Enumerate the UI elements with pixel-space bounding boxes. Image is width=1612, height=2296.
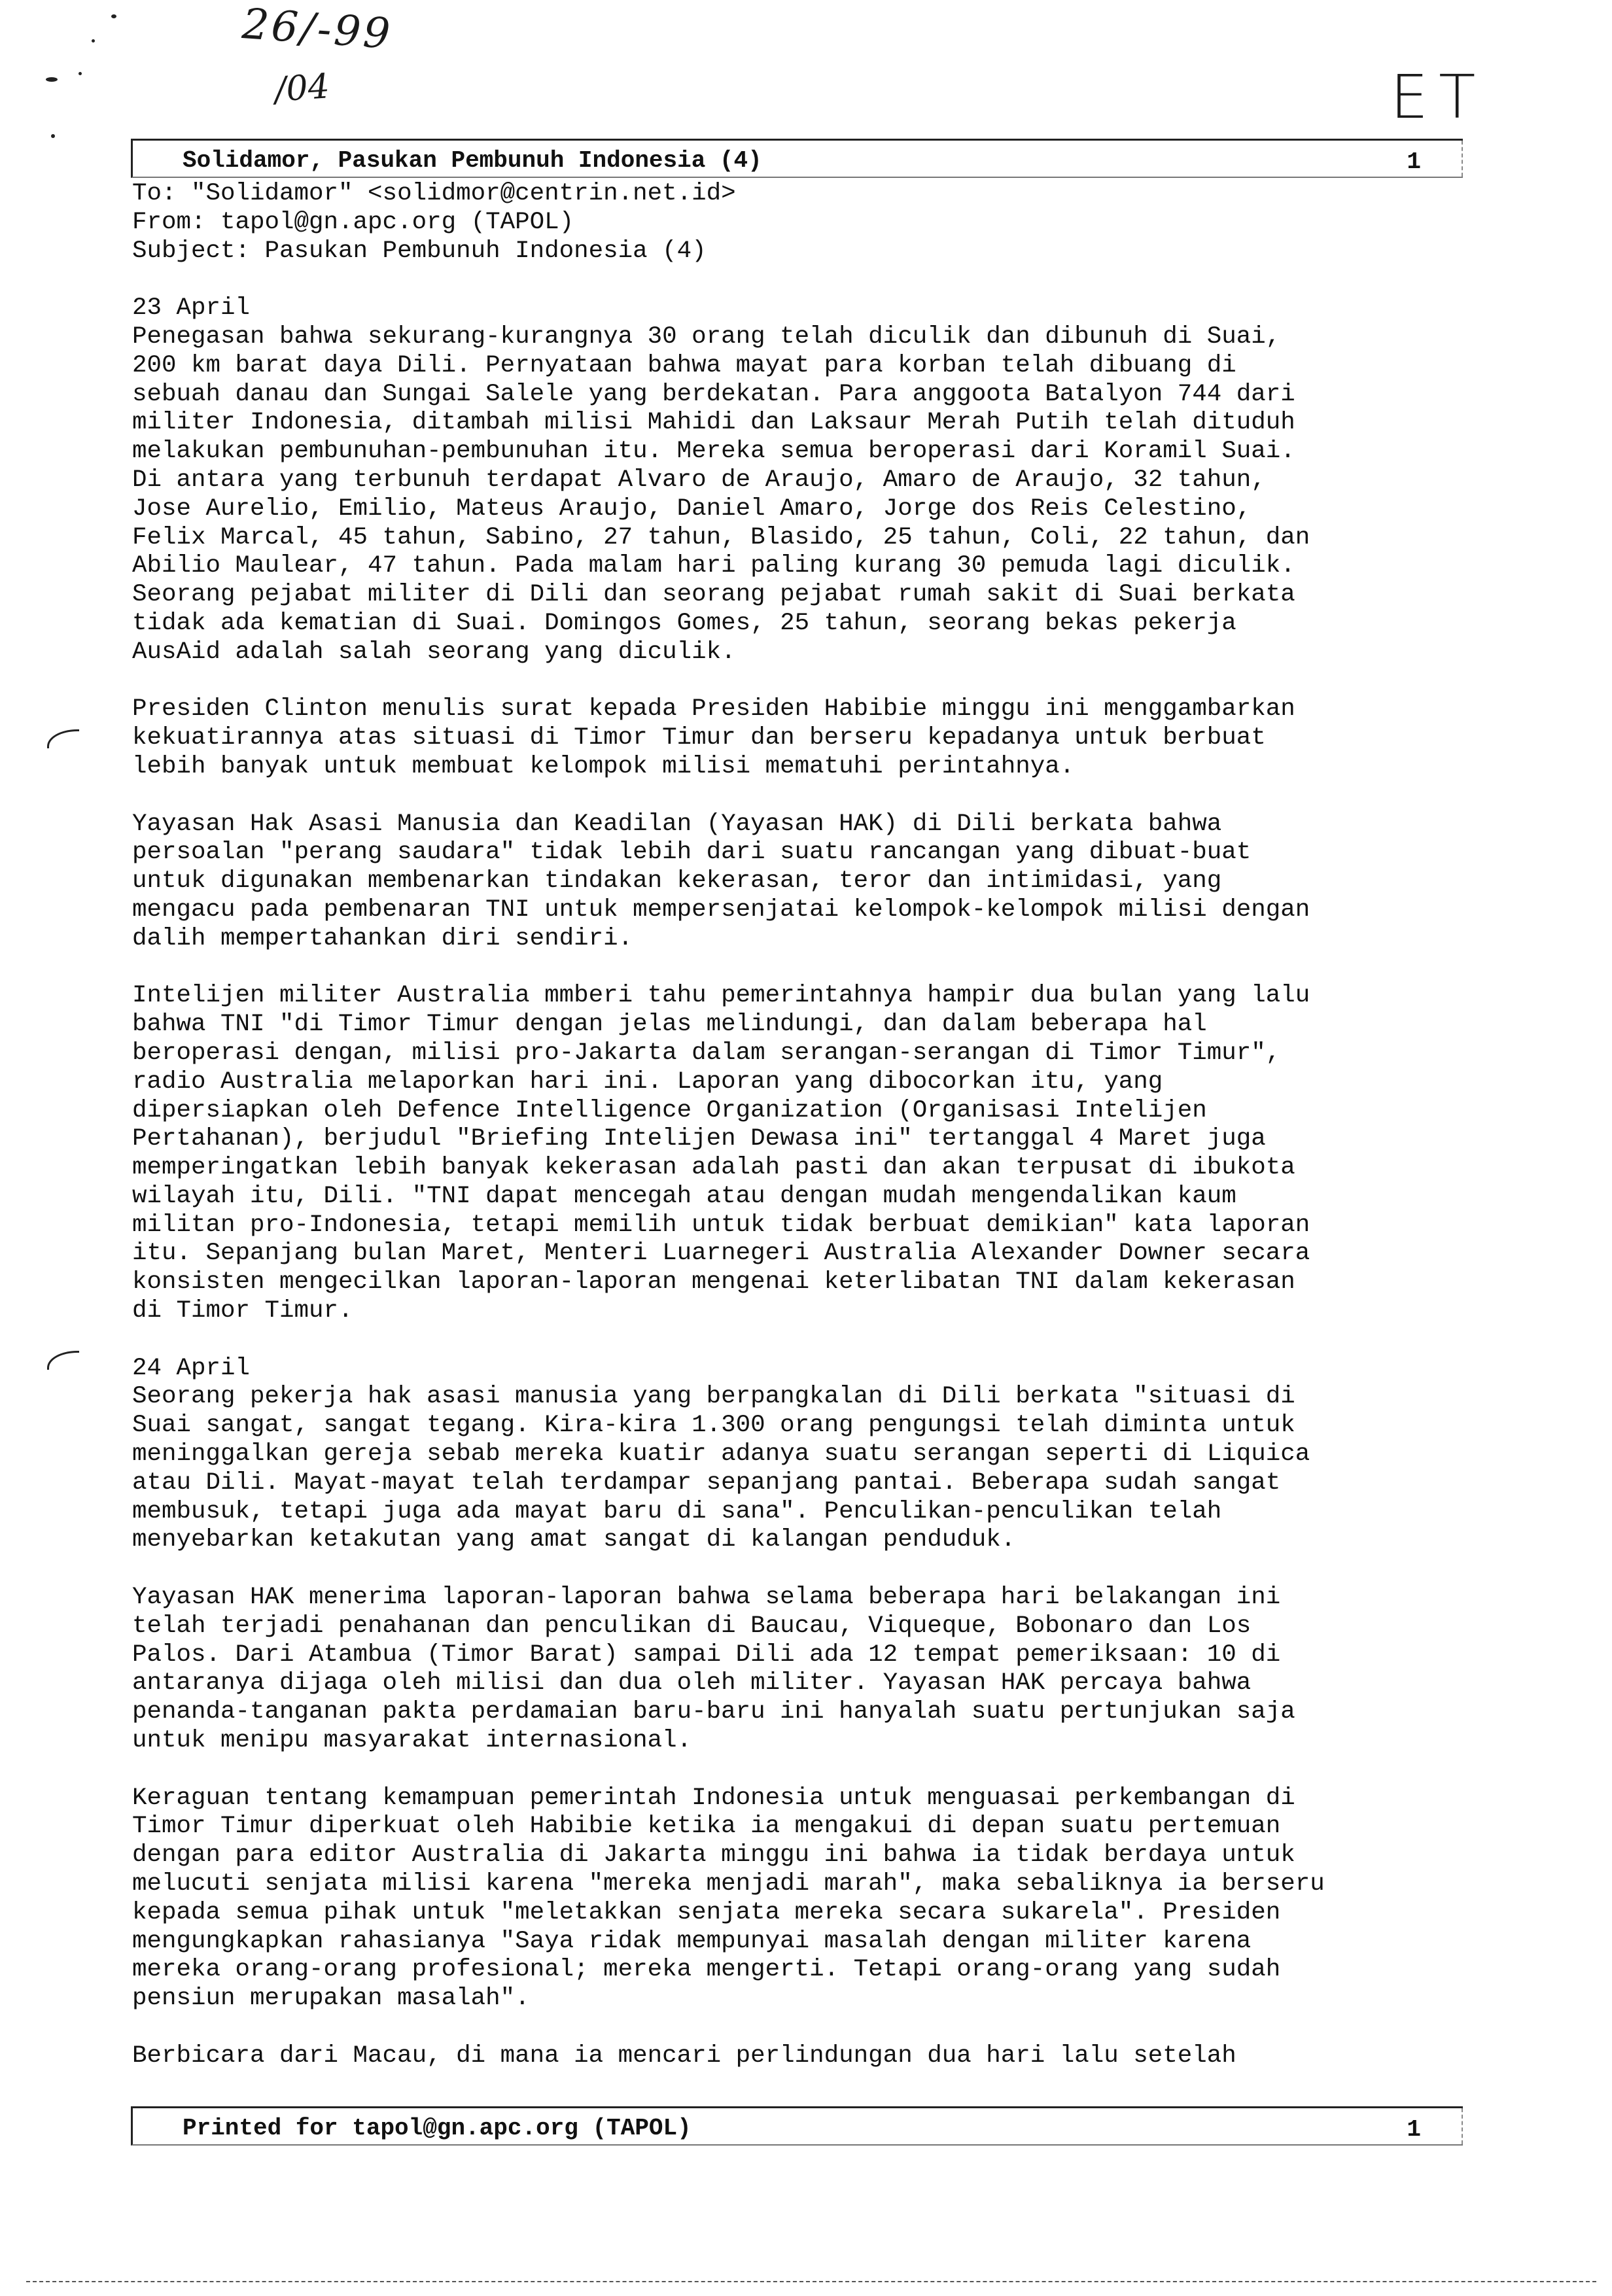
text-line: untuk menipu masyarakat internasional. <box>132 1727 692 1755</box>
text-line: itu. Sepanjang bulan Maret, Menteri Luarnegeri Australia Alexander Downer secara <box>132 1240 1310 1268</box>
text-line: lebih banyak untuk membuat kelompok milisi mematuhi perintahnya. <box>132 752 1075 780</box>
text-line: telah terjadi penahanan dan penculikan di Baucau, Viqueque, Bobonaro dan Los <box>132 1612 1252 1640</box>
text-line <box>132 667 1467 696</box>
text-line: radio Australia melaporkan hari ini. Laporan yang dibocorkan itu, yang <box>132 1068 1163 1096</box>
text-line: membusuk, tetapi juga ada mayat baru di sana". Penculikan-penculikan telah <box>132 1497 1222 1525</box>
text-line: 24 April <box>132 1354 251 1382</box>
text-line: wilayah itu, Dili. "TNI dapat mencegah atau dengan mudah mengendalikan kaum <box>132 1182 1236 1210</box>
text-line: Berbicara dari Macau, di mana ia mencari perlindungan dua hari lalu setelah <box>132 2042 1236 2070</box>
handwritten-initials: ET <box>1390 62 1486 132</box>
text-line: mengungkapkan rahasianya "Saya ridak mempunyai masalah dengan militer karena <box>132 1927 1252 1955</box>
text-line <box>132 954 1467 983</box>
text-line: beroperasi dengan, milisi pro-Jakarta dalam serangan-serangan di Timor Timur", <box>132 1039 1281 1067</box>
page-footer <box>131 2106 1463 2146</box>
text-line: Jose Aurelio, Emilio, Mateus Araujo, Daniel Amaro, Jorge dos Reis Celestino, <box>132 495 1252 523</box>
text-line: atau Dili. Mayat-mayat telah terdampar sepanjang pantai. Beberapa sudah sangat <box>132 1469 1281 1497</box>
text-line: Yayasan Hak Asasi Manusia dan Keadilan (Yayasan HAK) di Dili berkata bahwa <box>132 810 1222 838</box>
text-line: bahwa TNI "di Timor Timur dengan jelas melindungi, dan dalam beberapa hal <box>132 1011 1207 1039</box>
speck-mark <box>79 72 82 75</box>
margin-tick-mark <box>47 1351 79 1370</box>
text-line: 200 km barat daya Dili. Pernyataan bahwa mayat para korban telah dibuang di <box>132 351 1236 379</box>
bottom-edge-rule <box>26 2281 1596 2282</box>
text-line: untuk digunakan membenarkan tindakan kekerasan, teror dan intimidasi, yang <box>132 867 1222 896</box>
footer-text: Printed for tapol@gn.apc.org (TAPOL) <box>183 2115 692 2142</box>
text-line <box>132 2013 1467 2042</box>
text-line: dipersiapkan oleh Defence Intelligence Organization (Organisasi Intelijen <box>132 1096 1207 1124</box>
footer-page-number: 1 <box>1407 2116 1421 2143</box>
text-line: penanda-tanganan pakta perdamaian baru-baru ini hanyalah suatu pertunjukan saja <box>132 1698 1295 1726</box>
speck-mark <box>46 77 58 82</box>
text-line: melakukan pembunuhan-pembunuhan itu. Mereka semua beroperasi dari Koramil Suai. <box>132 438 1295 466</box>
text-line: Intelijen militer Australia mmberi tahu pemerintahnya hampir dua bulan yang lalu <box>132 982 1310 1010</box>
text-line: Keraguan tentang kemampuan pemerintah Indonesia untuk menguasai perkembangan di <box>132 1784 1295 1812</box>
page-header <box>131 139 1463 178</box>
text-line: tidak ada kematian di Suai. Domingos Gomes, 25 tahun, seorang bekas pekerja <box>132 609 1236 637</box>
text-line: To: "Solidamor" <solidmor@centrin.net.id> <box>132 180 736 207</box>
text-line: Yayasan HAK menerima laporan-laporan bahwa selama beberapa hari belakangan ini <box>132 1584 1281 1612</box>
text-line: antaranya dijaga oleh milisi dan dua oleh militer. Yayasan HAK percaya bahwa <box>132 1669 1252 1697</box>
header-page-number: 1 <box>1407 148 1421 175</box>
text-line <box>132 782 1467 810</box>
text-line: menyebarkan ketakutan yang amat sangat di kalangan penduduk. <box>132 1526 1016 1554</box>
text-line: di Timor Timur. <box>132 1297 353 1325</box>
document-body <box>132 180 1467 2071</box>
text-line: dengan para editor Australia di Jakarta minggu ini bahwa ia tidak berdaya untuk <box>132 1841 1295 1870</box>
text-line: dalih mempertahankan diri sendiri. <box>132 924 633 952</box>
text-line <box>132 1555 1467 1584</box>
text-line: 23 April <box>132 294 251 322</box>
text-line: Seorang pejabat militer di Dili dan seorang pejabat rumah sakit di Suai berkata <box>132 581 1295 609</box>
text-line: mengacu pada pembenaran TNI untuk mempersenjatai kelompok-kelompok milisi dengan <box>132 896 1310 924</box>
text-line: Pertahanan), berjudul "Briefing Intelijen Dewasa ini" tertanggal 4 Maret juga <box>132 1125 1266 1153</box>
text-line: Di antara yang terbunuh terdapat Alvaro de Araujo, Amaro de Araujo, 32 tahun, <box>132 466 1266 494</box>
text-line <box>132 1326 1467 1355</box>
header-frame-edge <box>1462 141 1463 177</box>
header-title: Solidamor, Pasukan Pembunuh Indonesia (4) <box>183 147 762 174</box>
text-line: AusAid adalah salah seorang yang diculik. <box>132 638 736 666</box>
text-line: militan pro-Indonesia, tetapi memilih untuk tidak berbuat demikian" kata laporan <box>132 1211 1310 1239</box>
text-line: Presiden Clinton menulis surat kepada Presiden Habibie minggu ini menggambarkan <box>132 695 1295 723</box>
speck-mark <box>51 134 55 138</box>
text-line: kepada semua pihak untuk "meletakkan senjata mereka secara sukarela". Presiden <box>132 1898 1281 1926</box>
text-line: Abilio Maulear, 47 tahun. Pada malam hari paling kurang 30 pemuda lagi diculik. <box>132 552 1295 580</box>
text-line: melucuti senjata milisi karena "mereka menjadi marah", maka sebaliknya ia berseru <box>132 1870 1325 1898</box>
text-line: From: tapol@gn.apc.org (TAPOL) <box>132 208 574 236</box>
text-line: Penegasan bahwa sekurang-kurangnya 30 orang telah diculik dan dibunuh di Suai, <box>132 322 1281 351</box>
text-line: sebuah danau dan Sungai Salele yang berdekatan. Para anggoota Batalyon 744 dari <box>132 380 1295 408</box>
footer-frame-edge <box>1462 2108 1463 2144</box>
text-line <box>132 1756 1467 1784</box>
text-line: Suai sangat, sangat tegang. Kira-kira 1.300 orang pengungsi telah diminta untuk <box>132 1412 1295 1440</box>
text-line: militer Indonesia, ditambah milisi Mahidi dan Laksaur Merah Putih telah dituduh <box>132 409 1295 437</box>
text-line: kekuatirannya atas situasi di Timor Timur dan berseru kepadanya untuk berbuat <box>132 724 1266 752</box>
handwritten-date-note: 26/-99 <box>240 0 394 59</box>
handwritten-sub-note: /04 <box>273 67 331 110</box>
text-line: Seorang pekerja hak asasi manusia yang berpangkalan di Dili berkata "situasi di <box>132 1383 1295 1411</box>
text-line: memperingatkan lebih banyak kekerasan adalah pasti dan akan terpusat di ibukota <box>132 1154 1295 1182</box>
text-line: meninggalkan gereja sebab mereka kuatir adanya suatu serangan seperti di Liquica <box>132 1440 1310 1469</box>
text-line: pensiun merupakan masalah". <box>132 1985 530 2013</box>
speck-mark <box>111 14 116 18</box>
text-line: konsisten mengecilkan laporan-laporan mengenai keterlibatan TNI dalam kekerasan <box>132 1268 1295 1296</box>
text-line: persoalan "perang saudara" tidak lebih dari suatu rancangan yang dibuat-buat <box>132 839 1252 867</box>
speck-mark <box>92 39 95 43</box>
text-line: Felix Marcal, 45 tahun, Sabino, 27 tahun, Blasido, 25 tahun, Coli, 22 tahun, dan <box>132 523 1310 551</box>
text-line: mereka orang-orang profesional; mereka mengerti. Tetapi orang-orang yang sudah <box>132 1956 1281 1984</box>
text-line: Subject: Pasukan Pembunuh Indonesia (4) <box>132 237 707 265</box>
text-line: Palos. Dari Atambua (Timor Barat) sampai Dili ada 12 tempat pemeriksaan: 10 di <box>132 1641 1281 1669</box>
text-line <box>132 266 1467 294</box>
margin-tick-mark <box>47 729 79 748</box>
text-line: Timor Timur diperkuat oleh Habibie ketika ia mengakui di depan suatu pertemuan <box>132 1813 1281 1841</box>
